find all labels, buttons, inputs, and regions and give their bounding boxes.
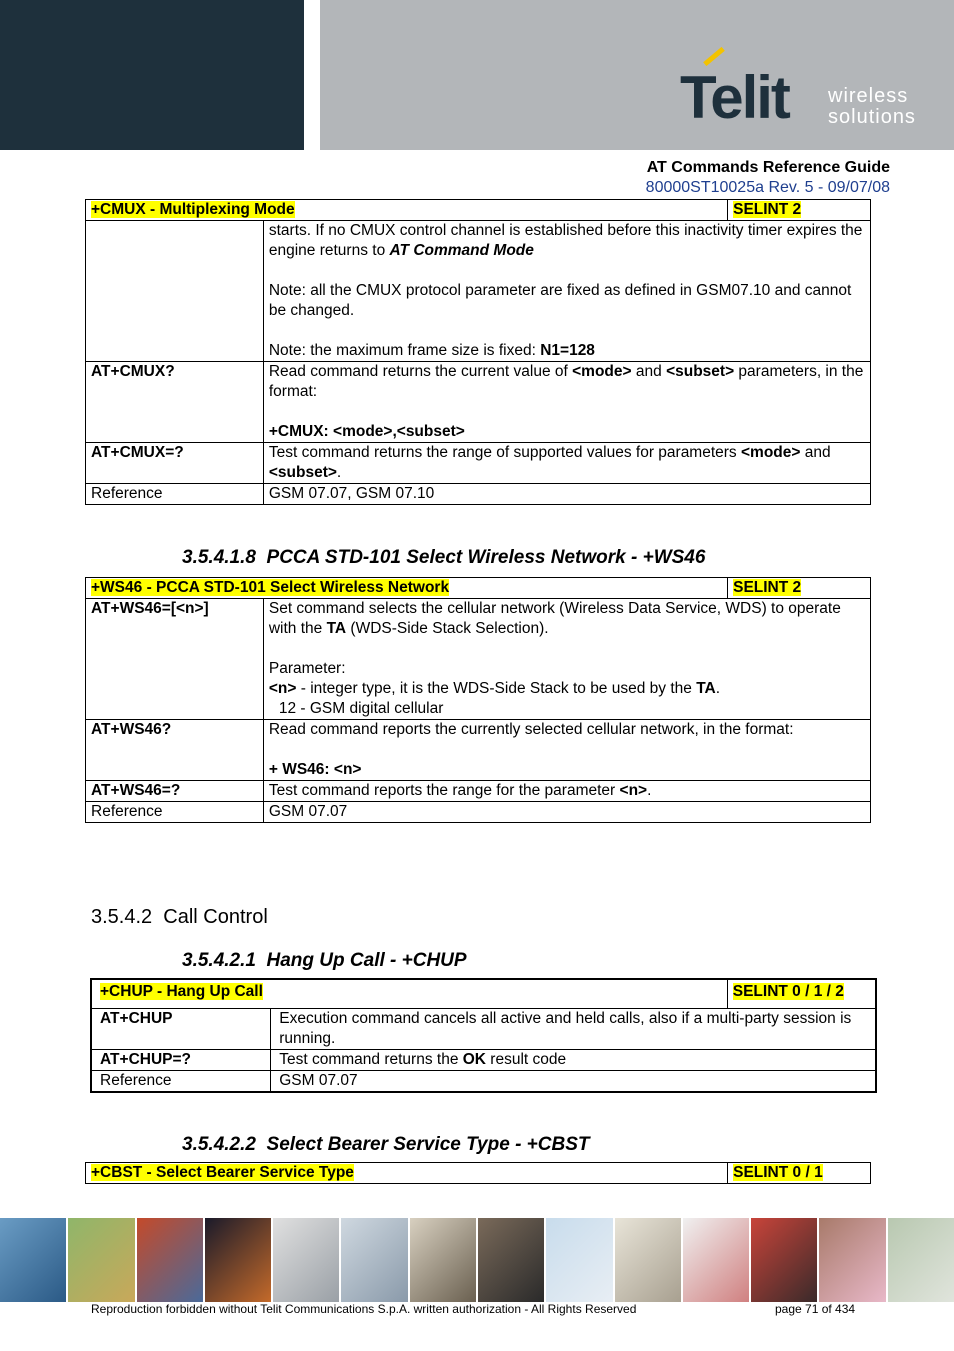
table-row xyxy=(86,221,871,362)
description-cell xyxy=(263,362,870,443)
reference-value: GSM 07.07, GSM 07.10 xyxy=(263,484,870,505)
table-header-row xyxy=(86,1163,871,1184)
command-cell: AT+WS46=[<n>] xyxy=(86,599,264,720)
table-row xyxy=(86,720,871,781)
text: Set command selects the cellular network (Wireless Data Service, WDS) to operate with the xyxy=(268,600,841,637)
heading-text: Select Bearer Service Type - +CBST xyxy=(266,1134,590,1155)
selint-cell xyxy=(728,578,871,599)
text-bold: <subset> xyxy=(268,464,337,481)
response-format: + WS46: <n> xyxy=(268,761,362,778)
footer-photo xyxy=(410,1218,476,1302)
description-cell xyxy=(271,1050,876,1071)
text: . xyxy=(336,464,342,481)
heading-text: Call Control xyxy=(163,906,268,928)
table-title-cell xyxy=(91,979,727,1009)
response-format: +CMUX: <mode>,<subset> xyxy=(268,423,465,440)
footer-photo xyxy=(478,1218,544,1302)
paragraph xyxy=(269,362,865,402)
table-row xyxy=(86,362,871,443)
paragraph xyxy=(269,341,865,361)
footer-photo xyxy=(68,1218,134,1302)
telit-logo xyxy=(676,48,936,138)
section-heading-call-control xyxy=(91,905,268,929)
logo-tagline xyxy=(828,86,916,128)
table-row xyxy=(91,1050,876,1071)
parameter-value: 12 - GSM digital cellular xyxy=(278,700,444,717)
description-cell xyxy=(263,781,870,802)
parameter-label: Parameter: xyxy=(268,660,346,677)
footer-photo xyxy=(273,1218,339,1302)
cbst-table xyxy=(85,1162,871,1184)
text: Test command returns the range of supported values for parameters xyxy=(268,444,741,461)
footer-photo xyxy=(683,1218,749,1302)
table-title-cell xyxy=(86,578,728,599)
ws46-table xyxy=(85,577,871,823)
text: Test command returns the xyxy=(279,1051,463,1068)
table-header-row xyxy=(86,200,871,221)
table-title: +CHUP - Hang Up Call xyxy=(100,983,263,1000)
footer-photo-strip xyxy=(0,1218,954,1302)
command-cell: AT+CMUX=? xyxy=(86,443,264,484)
selint-cell xyxy=(727,979,876,1009)
doc-title: AT Commands Reference Guide xyxy=(646,159,890,176)
selint-label: SELINT 0 / 1 / 2 xyxy=(732,983,844,1000)
table-row xyxy=(86,443,871,484)
command-cell: AT+WS46=? xyxy=(86,781,264,802)
footer-copyright: Reproduction forbidden without Telit Communications S.p.A. written authorization - All Rights Reserved xyxy=(91,1302,637,1316)
table-header-row xyxy=(86,578,871,599)
selint-label: SELINT 2 xyxy=(733,579,802,596)
parameter-desc xyxy=(269,679,865,699)
doc-revision: 80000ST10025a Rev. 5 - 09/07/08 xyxy=(645,179,890,196)
text-bold: <n> xyxy=(268,680,297,697)
footer-photo xyxy=(137,1218,203,1302)
footer-photo xyxy=(888,1218,954,1302)
text: (WDS-Side Stack Selection). xyxy=(346,620,549,637)
section-heading-chup xyxy=(182,950,467,972)
text: result code xyxy=(486,1051,567,1068)
footer-photo xyxy=(615,1218,681,1302)
paragraph xyxy=(269,599,865,639)
table-row xyxy=(86,802,871,823)
description-cell xyxy=(263,720,870,781)
paragraph xyxy=(269,221,865,261)
paragraph: Read command reports the currently selected cellular network, in the format: xyxy=(268,721,794,738)
text: - integer type, it is the WDS-Side Stack to be used by the xyxy=(296,680,697,697)
text-bold: OK xyxy=(462,1051,486,1068)
reference-label: Reference xyxy=(86,802,264,823)
text: parameters, in the format: xyxy=(268,363,864,400)
chup-table xyxy=(90,978,877,1093)
cmux-table xyxy=(85,199,871,505)
text: Note: the maximum frame size is fixed: xyxy=(268,342,541,359)
logo-tagline-line2: solutions xyxy=(828,106,916,128)
table-title: +CBST - Select Bearer Service Type xyxy=(91,1164,354,1181)
reference-value: GSM 07.07 xyxy=(271,1071,876,1093)
paragraph: Note: all the CMUX protocol parameter are fixed as defined in GSM07.10 and cannot be changed. xyxy=(268,282,852,319)
command-cell: AT+CHUP=? xyxy=(91,1050,271,1071)
text: . xyxy=(647,782,652,799)
footer-photo xyxy=(819,1218,885,1302)
heading-number: 3.5.4.2.2 xyxy=(182,1134,256,1155)
text-bold: <n> xyxy=(619,782,648,799)
reference-value: GSM 07.07 xyxy=(263,802,870,823)
selint-label: SELINT 2 xyxy=(733,201,802,218)
heading-text: PCCA STD-101 Select Wireless Network - +WS46 xyxy=(266,547,706,568)
logo-tagline-line1: wireless xyxy=(828,85,909,107)
section-heading-cbst xyxy=(182,1134,590,1156)
table-title: +WS46 - PCCA STD-101 Select Wireless Network xyxy=(91,579,450,596)
heading-number: 3.5.4.2.1 xyxy=(182,950,256,971)
footer-photo xyxy=(546,1218,612,1302)
text-bold: TA xyxy=(696,680,716,697)
logo-wordmark: Telit xyxy=(680,64,789,131)
footer-photo xyxy=(205,1218,271,1302)
table-row xyxy=(86,781,871,802)
description-cell xyxy=(263,599,870,720)
command-cell: AT+WS46? xyxy=(86,720,264,781)
table-title-cell xyxy=(86,1163,728,1184)
table-header-row xyxy=(91,979,876,1009)
heading-number: 3.5.4.1.8 xyxy=(182,547,256,568)
text-bold: N1=128 xyxy=(540,342,595,359)
command-cell: AT+CHUP xyxy=(91,1009,271,1050)
text: and xyxy=(631,363,667,380)
table-row xyxy=(91,1009,876,1050)
selint-cell xyxy=(728,1163,871,1184)
footer-photo xyxy=(751,1218,817,1302)
text-bold: <mode> xyxy=(572,363,632,380)
text: Test command reports the range for the parameter xyxy=(268,782,620,799)
heading-number: 3.5.4.2 xyxy=(91,906,153,928)
footer-photo xyxy=(0,1218,66,1302)
description-cell: Execution command cancels all active and held calls, also if a multi-party session is running. xyxy=(271,1009,876,1050)
footer-photo xyxy=(341,1218,407,1302)
selint-label: SELINT 0 / 1 xyxy=(733,1164,823,1181)
command-cell: AT+CMUX? xyxy=(86,362,264,443)
text-bold: <subset> xyxy=(666,363,735,380)
table-row xyxy=(91,1071,876,1093)
selint-cell xyxy=(728,200,871,221)
description-cell xyxy=(263,221,870,362)
heading-text: Hang Up Call - +CHUP xyxy=(266,950,467,971)
reference-label: Reference xyxy=(86,484,264,505)
section-heading-ws46 xyxy=(182,547,705,569)
text: starts. If no CMUX control channel is established before this inactivity timer expires the engine returns to xyxy=(268,222,863,259)
table-row xyxy=(86,599,871,720)
text: and xyxy=(800,444,831,461)
table-title-cell xyxy=(86,200,728,221)
header-dark-block xyxy=(0,0,304,150)
text-bold: TA xyxy=(326,620,347,637)
text: . xyxy=(715,680,721,697)
text: Read command returns the current value of xyxy=(268,363,573,380)
description-cell xyxy=(263,443,870,484)
page-number: page 71 of 434 xyxy=(775,1302,856,1316)
reference-label: Reference xyxy=(91,1071,271,1093)
command-cell xyxy=(86,221,264,362)
table-title: +CMUX - Multiplexing Mode xyxy=(91,201,295,218)
text-bold: <mode> xyxy=(741,444,801,461)
text-bold-italic: AT Command Mode xyxy=(389,242,534,259)
table-row xyxy=(86,484,871,505)
